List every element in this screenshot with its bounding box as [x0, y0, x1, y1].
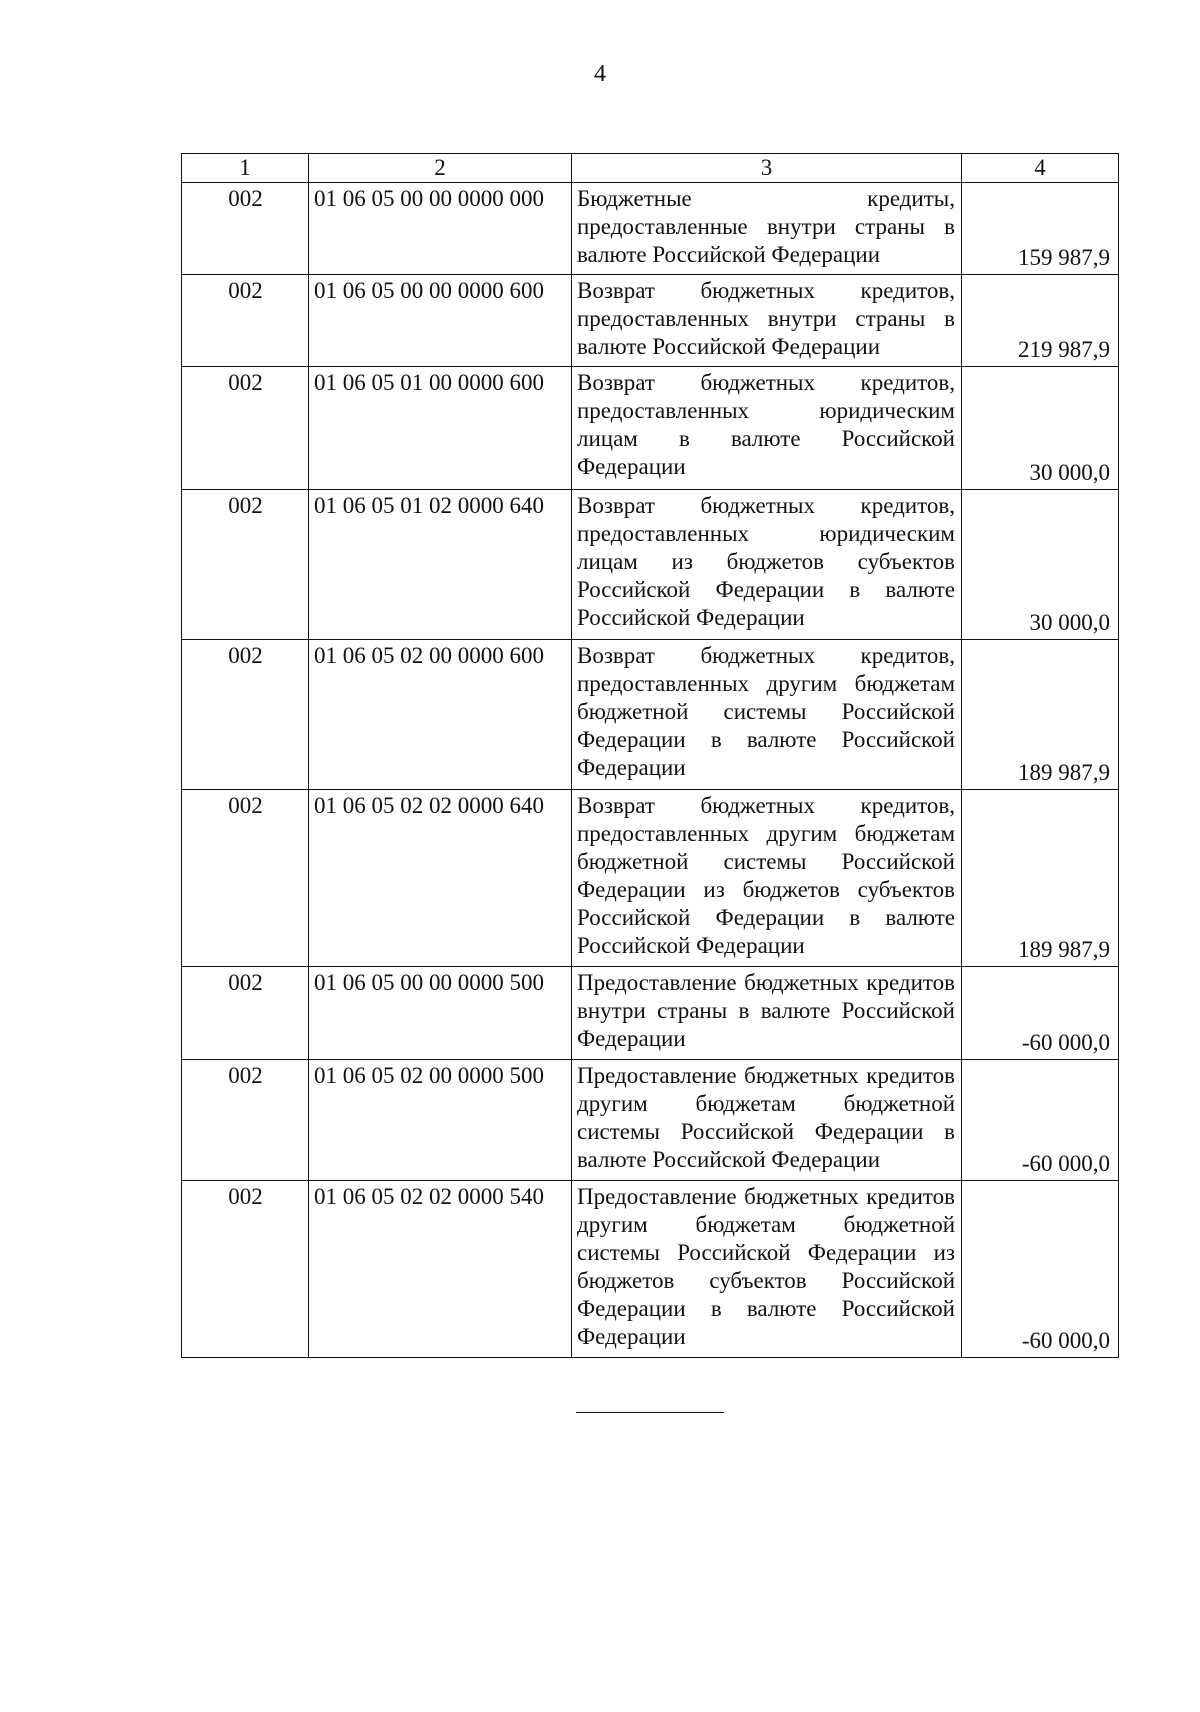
table-row — [182, 1181, 1119, 1358]
table-row — [182, 490, 1119, 640]
amount-cell: -60 000,0 — [962, 1181, 1119, 1358]
amount-cell: 219 987,9 — [962, 275, 1119, 367]
budget-code-cell: 01 06 05 02 00 0000 600 — [309, 640, 572, 790]
amount-cell: 30 000,0 — [962, 490, 1119, 640]
description-cell: Предоставление бюджетных кредитов другим бюджетам бюджетной системы Российской Федерации из бюджетов субъектов Российской Федерации в валюте Российской Федерации — [572, 1181, 962, 1358]
table-row — [182, 640, 1119, 790]
admin-code-cell: 002 — [182, 1060, 309, 1181]
table-row — [182, 367, 1119, 490]
description-cell: Возврат бюджетных кредитов, предоставленных юридическим лицам из бюджетов субъектов Российской Федерации в валюте Российской Федерации — [572, 490, 962, 640]
budget-code-cell: 01 06 05 00 00 0000 000 — [309, 183, 572, 275]
admin-code-cell: 002 — [182, 1181, 309, 1358]
table-header — [182, 154, 1119, 183]
table-row — [182, 275, 1119, 367]
budget-sources-table — [181, 153, 1119, 1358]
table-row — [182, 967, 1119, 1060]
description-cell: Бюджетные кредиты, предоставленные внутри страны в валюте Российской Федерации — [572, 183, 962, 275]
amount-cell: 189 987,9 — [962, 790, 1119, 967]
column-header-4: 4 — [962, 154, 1119, 183]
column-header-1: 1 — [182, 154, 309, 183]
admin-code-cell: 002 — [182, 367, 309, 490]
description-cell: Возврат бюджетных кредитов, предоставленных другим бюджетам бюджетной системы Российской Федерации в валюте Российской Федерации — [572, 640, 962, 790]
table-row — [182, 790, 1119, 967]
admin-code-cell: 002 — [182, 183, 309, 275]
description-cell: Возврат бюджетных кредитов, предоставленных другим бюджетам бюджетной системы Российской Федерации из бюджетов субъектов Российской Федерации в валюте Российской Федерации — [572, 790, 962, 967]
end-divider-line — [576, 1412, 724, 1413]
column-header-3: 3 — [572, 154, 962, 183]
description-cell: Возврат бюджетных кредитов, предоставленных юридическим лицам в валюте Российской Федерации — [572, 367, 962, 490]
budget-code-cell: 01 06 05 01 00 0000 600 — [309, 367, 572, 490]
amount-cell: 30 000,0 — [962, 367, 1119, 490]
budget-code-cell: 01 06 05 01 02 0000 640 — [309, 490, 572, 640]
budget-code-cell: 01 06 05 00 00 0000 500 — [309, 967, 572, 1060]
table-row — [182, 1060, 1119, 1181]
page-number: 4 — [594, 61, 606, 87]
admin-code-cell: 002 — [182, 490, 309, 640]
table-body — [182, 183, 1119, 1358]
admin-code-cell: 002 — [182, 275, 309, 367]
amount-cell: -60 000,0 — [962, 1060, 1119, 1181]
admin-code-cell: 002 — [182, 640, 309, 790]
budget-code-cell: 01 06 05 02 02 0000 540 — [309, 1181, 572, 1358]
description-cell: Предоставление бюджетных кредитов внутри страны в валюте Российской Федерации — [572, 967, 962, 1060]
budget-code-cell: 01 06 05 02 00 0000 500 — [309, 1060, 572, 1181]
amount-cell: 159 987,9 — [962, 183, 1119, 275]
description-cell: Предоставление бюджетных кредитов другим бюджетам бюджетной системы Российской Федерации в валюте Российской Федерации — [572, 1060, 962, 1181]
table-row — [182, 183, 1119, 275]
budget-code-cell: 01 06 05 02 02 0000 640 — [309, 790, 572, 967]
description-cell: Возврат бюджетных кредитов, предоставленных внутри страны в валюте Российской Федерации — [572, 275, 962, 367]
budget-code-cell: 01 06 05 00 00 0000 600 — [309, 275, 572, 367]
column-header-2: 2 — [309, 154, 572, 183]
header-row — [182, 154, 1119, 183]
amount-cell: 189 987,9 — [962, 640, 1119, 790]
admin-code-cell: 002 — [182, 790, 309, 967]
amount-cell: -60 000,0 — [962, 967, 1119, 1060]
admin-code-cell: 002 — [182, 967, 309, 1060]
